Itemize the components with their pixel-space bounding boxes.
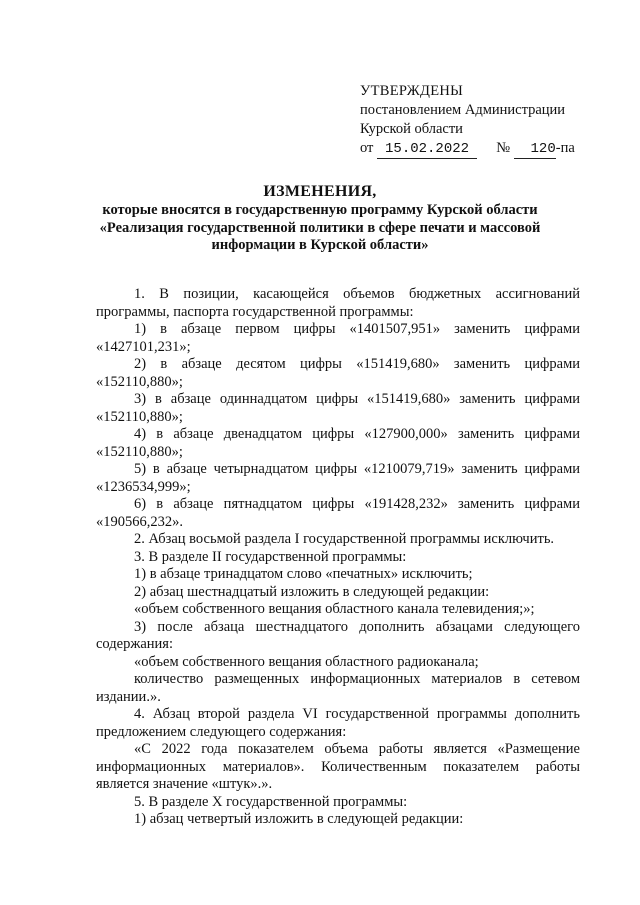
approval-date: 15.02.2022 [377, 141, 477, 159]
approval-date-line [360, 139, 575, 159]
paragraph: 4. Абзац второй раздела VI государственной программы дополнить предложением следующего содержания: [96, 706, 580, 740]
paragraph: «объем собственного вещания областного канала телевидения;»; [134, 601, 535, 617]
heading-line-1: которые вносятся в государственную программу Курской области [102, 202, 538, 218]
paragraph: 2) абзац шестнадцатый изложить в следующей редакции: [134, 583, 490, 600]
paragraph: количество размещенных информационных материалов в сетевом издании.». [96, 671, 580, 705]
paragraph: 3) после абзаца шестнадцатого дополнить абзацами следующего содержания: [96, 618, 580, 652]
approval-title: УТВЕРЖДЕНЫ [360, 83, 464, 99]
date-prefix: от [360, 140, 374, 156]
approval-line-2: Курской области [360, 121, 463, 137]
paragraph: 6) в абзаце пятнадцатом цифры «191428,232» заменить цифрами «190566,232». [96, 496, 580, 530]
paragraph: «объем собственного вещания областного радиоканала; [134, 653, 479, 670]
number-sign: № [496, 140, 511, 156]
document-body [96, 286, 580, 829]
paragraph: 3. В разделе II государственной программы: [134, 548, 407, 565]
paragraph: 5. В разделе X государственной программы: [134, 793, 408, 810]
paragraph: 1) абзац четвертый изложить в следующей редакции: [134, 811, 464, 827]
heading-line-2: «Реализация государственной политики в сфере печати и массовой [99, 219, 541, 236]
paragraph: 2. Абзац восьмой раздела I государственной программы исключить. [134, 531, 555, 547]
heading-title: ИЗМЕНЕНИЯ, [263, 183, 377, 200]
paragraph: 3) в абзаце одиннадцатом цифры «151419,680» заменить цифрами «152110,880»; [96, 391, 580, 425]
paragraph: «С 2022 года показателем объема работы является «Размещение информационных материалов». Количественным показателем работы является значение «штук».». [96, 741, 580, 792]
number-suffix: -па [555, 140, 575, 156]
paragraph: 5) в абзаце четырнадцатом цифры «1210079,719» заменить цифрами «1236534,999»; [96, 461, 580, 495]
heading-line-3: информации в Курской области» [211, 237, 429, 253]
paragraph: 1) в абзаце тринадцатом слово «печатных» исключить; [134, 566, 473, 582]
approval-stamp [360, 82, 575, 159]
paragraph: 2) в абзаце десятом цифры «151419,680» заменить цифрами «152110,880»; [96, 356, 580, 390]
paragraph: 1. В позиции, касающейся объемов бюджетных ассигнований программы, паспорта государственной программы: [96, 286, 580, 320]
paragraph: 4) в абзаце двенадцатом цифры «127900,000» заменить цифрами «152110,880»; [96, 426, 580, 460]
document-heading [60, 181, 580, 255]
approval-line-1: постановлением Администрации [360, 102, 566, 118]
approval-number: 120 [514, 141, 556, 159]
paragraph: 1) в абзаце первом цифры «1401507,951» заменить цифрами «1427101,231»; [96, 321, 580, 355]
